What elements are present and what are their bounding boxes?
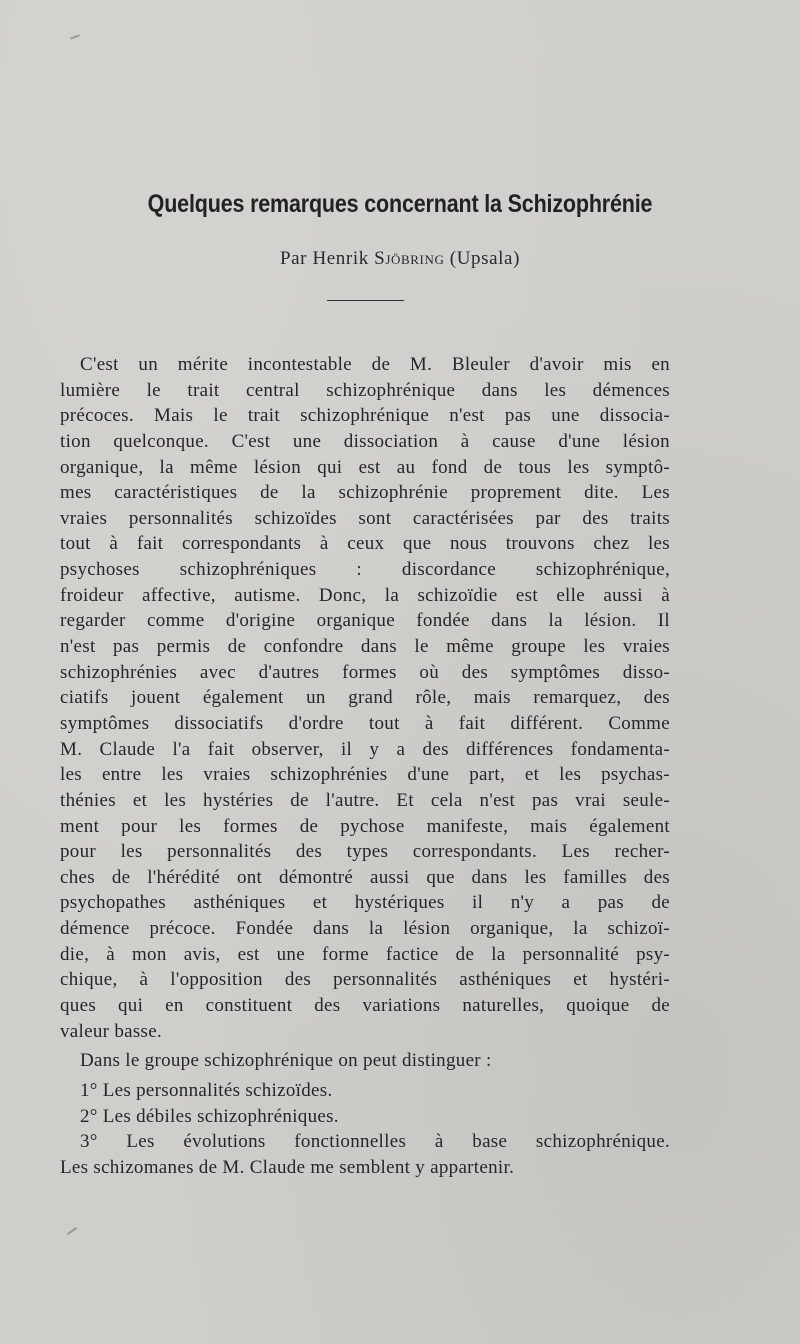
- list-item-3: 3° Les évolutions fonctionnelles à base schizophrénique.: [80, 1131, 670, 1153]
- paragraph-1-line: tout à fait correspondants à ceux que nous trouvons chez les: [60, 533, 670, 555]
- paragraph-1-line: mes caractéristiques de la schizophrénie proprement dite. Les: [60, 482, 670, 504]
- paragraph-1-line: thénies et les hystéries de l'autre. Et cela n'est pas vrai seule-: [60, 789, 670, 811]
- paragraph-1-line: vraies personnalités schizoïdes sont caractérisées par des traits: [60, 507, 670, 529]
- author-surname: Sjöbring: [374, 248, 445, 269]
- paragraph-1-line: die, à mon avis, est une forme factice de la personnalité psy-: [60, 943, 670, 965]
- list-item-1: 1° Les personnalités schizoïdes.: [80, 1079, 333, 1101]
- paragraph-1-line: tion quelconque. C'est une dissociation à cause d'une lésion: [60, 430, 670, 452]
- paragraph-1-line: froideur affective, autisme. Donc, la schizoïdie est elle aussi à: [60, 584, 670, 606]
- paragraph-1-line: ment pour les formes de pychose manifeste, mais également: [60, 815, 670, 837]
- paragraph-1-line: ches de l'hérédité ont démontré aussi que dans les familles des: [60, 866, 670, 888]
- paragraph-1-line: M. Claude l'a fait observer, il y a des différences fondamenta-: [60, 738, 670, 760]
- paper-speck: [70, 34, 80, 39]
- title-divider: [327, 300, 404, 301]
- paragraph-1: [60, 352, 670, 1044]
- paragraph-1-line: précoces. Mais le trait schizophrénique n'est pas une dissocia-: [60, 405, 670, 427]
- paragraph-1-line: symptômes dissociatifs d'ordre tout à fait différent. Comme: [60, 712, 670, 734]
- paragraph-1-line: ques qui en constituent des variations naturelles, quoique de: [60, 995, 670, 1017]
- paragraph-1-line: démence précoce. Fondée dans la lésion organique, la schizoï-: [60, 918, 670, 940]
- paragraph-1-line: psychoses schizophréniques : discordance schizophrénique,: [60, 559, 670, 581]
- paragraph-1-line: lumière le trait central schizophrénique dans les démences: [60, 379, 670, 401]
- paragraph-1-line: ciatifs jouent également un grand rôle, mais remarquez, des: [60, 687, 670, 709]
- paragraph-1-line: organique, la même lésion qui est au fond de tous les symptô-: [60, 456, 670, 478]
- paragraph-1-line: pour les personnalités des types correspondants. Les recher-: [60, 841, 670, 863]
- paragraph-1-line: n'est pas permis de confondre dans le même groupe les vraies: [60, 636, 670, 658]
- paragraph-1-line: psychopathes asthéniques et hystériques il n'y a pas de: [60, 892, 670, 914]
- article-byline: [0, 248, 800, 270]
- article-body: [60, 352, 670, 1181]
- paragraph-1-line: C'est un mérite incontestable de M. Bleuler d'avoir mis en: [80, 354, 670, 375]
- paragraph-1-line: regarder comme d'origine organique fondée dans la lésion. Il: [60, 610, 670, 632]
- paper-speck: [67, 1227, 78, 1236]
- list-item-2: 2° Les débiles schizophréniques.: [80, 1105, 339, 1127]
- author-affiliation: (Upsala): [449, 248, 521, 269]
- article-title: Quelques remarques concernant la Schizophrénie: [147, 190, 653, 218]
- paragraph-1-line: schizophrénies avec d'autres formes où des symptômes disso-: [60, 661, 670, 683]
- paragraph-2: Dans le groupe schizophrénique on peut distinguer :: [80, 1050, 492, 1072]
- byline-prefix: Par Henrik: [279, 248, 369, 269]
- paragraph-1-line: valeur basse.: [60, 1020, 163, 1042]
- paragraph-1-line: chique, à l'opposition des personnalités asthéniques et hystéri-: [60, 969, 670, 991]
- closing-line: Les schizomanes de M. Claude me semblent y appartenir.: [60, 1156, 515, 1178]
- paragraph-1-line: les entre les vraies schizophrénies d'une part, et les psychas-: [60, 764, 670, 786]
